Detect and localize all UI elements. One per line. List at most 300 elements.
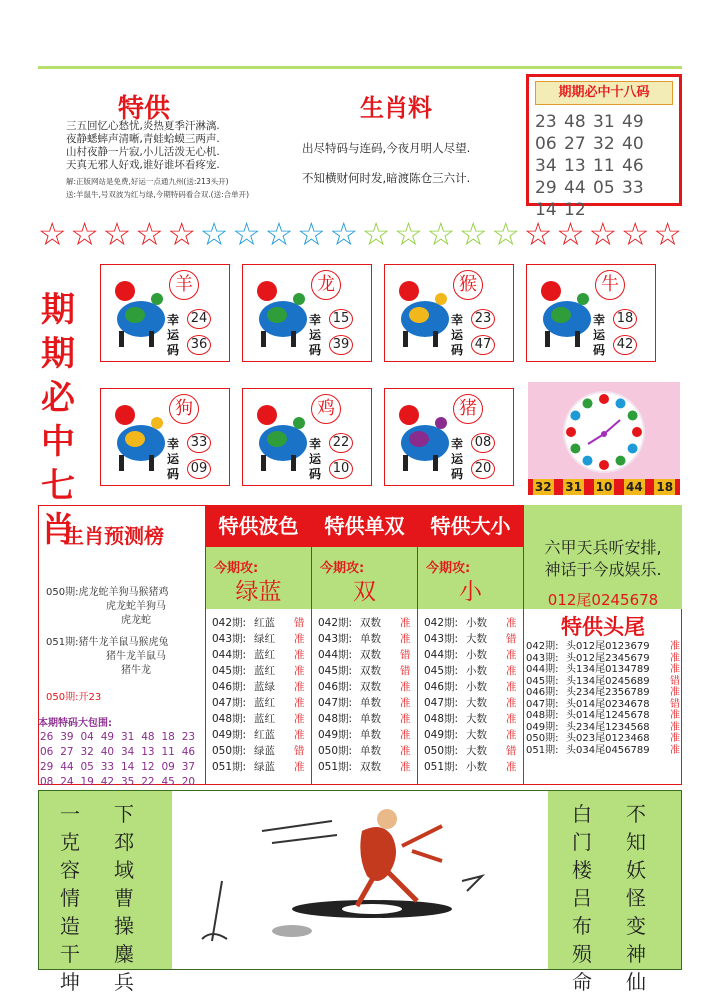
vertical-title-char: 七 <box>41 466 75 506</box>
result-mark: 错 <box>400 665 411 677</box>
pack-number: 32 <box>80 746 94 758</box>
prediction-value: 双数 <box>360 761 381 773</box>
left-poem <box>58 800 136 996</box>
clock-dot <box>599 460 609 470</box>
poem-char: 曹 <box>114 886 134 910</box>
prediction-value: 双数 <box>360 617 381 629</box>
pack-number: 09 <box>161 761 175 773</box>
head-tail-row <box>526 653 682 665</box>
result-mark: 准 <box>506 697 517 709</box>
lucky-label-char: 码 <box>309 343 322 357</box>
head-tail-row <box>526 664 682 676</box>
star-icon: ☆ <box>588 215 618 253</box>
lucky-label-char: 幸 <box>167 313 180 327</box>
poem-line: 夜静蟋蟀声清晰,青蛙蛤蟆三两声. <box>66 133 220 145</box>
history-row <box>424 695 523 711</box>
attack-label: 今期攻: <box>214 561 259 576</box>
history-row <box>212 615 311 631</box>
history-row <box>318 743 417 759</box>
lucky-number: 32 <box>593 134 615 154</box>
lucky-label <box>593 313 609 358</box>
lucky-label-char: 运 <box>451 328 464 342</box>
lucky-number: 42 <box>613 335 637 355</box>
pack-number: 19 <box>80 776 94 788</box>
lucky-label-char: 运 <box>309 328 322 342</box>
history-row <box>318 695 417 711</box>
pack-number: 35 <box>121 776 135 788</box>
star-icon: ☆ <box>232 215 261 253</box>
poem-char: 变 <box>626 914 646 938</box>
head-tail-column <box>523 505 682 785</box>
poem-char: 殒 <box>572 942 592 966</box>
prediction-value: 大数 <box>466 729 487 741</box>
head-tail-row <box>526 733 682 745</box>
zodiac-card <box>384 264 514 362</box>
prediction-value: 小数 <box>466 617 487 629</box>
period-label: 047期: <box>212 697 247 709</box>
lucky-number: 14 <box>535 200 557 220</box>
pack-number: 13 <box>141 746 155 758</box>
illustration-panel <box>172 791 548 969</box>
column-title: 特供单双 <box>312 505 417 547</box>
pack-number: 42 <box>100 776 115 788</box>
pack-number: 31 <box>121 731 135 743</box>
forecast-column <box>311 505 417 785</box>
star-icon: ☆ <box>70 215 99 253</box>
head-tail-row <box>526 676 682 688</box>
poem-note: 送:羊鼠牛,号双波为红与绿,今期特码看合双.(送:合单开) <box>66 190 250 199</box>
poem-line: 三五回忆心愁忧,炎热夏季汗淋漓. <box>66 120 220 132</box>
clock-panel <box>528 382 680 495</box>
eighteen-numbers-grid <box>529 105 679 221</box>
lucky-label <box>167 437 183 482</box>
period-label: 044期: <box>526 664 559 675</box>
period-label: 042期: <box>212 617 247 629</box>
period-label: 051期: <box>46 637 79 648</box>
history-row <box>424 615 523 631</box>
result-mark: 准 <box>670 664 680 675</box>
clock-dot <box>570 444 580 454</box>
history-row <box>318 663 417 679</box>
period-label: 045期: <box>318 665 353 677</box>
lucky-number: 46 <box>622 156 644 176</box>
clock-dot <box>632 427 642 437</box>
clock-number: 18 <box>656 480 674 494</box>
history-row <box>318 727 417 743</box>
history-row <box>424 711 523 727</box>
prediction-value: 蓝红 <box>254 649 275 661</box>
prediction-value: 双数 <box>360 665 381 677</box>
zodiac-list: 虎龙蛇 <box>121 615 151 626</box>
period-label: 044期: <box>318 649 353 661</box>
result-mark: 错 <box>294 745 305 757</box>
poem-char: 坤 <box>60 970 80 994</box>
ranking-result: 050期:开23 <box>46 692 102 703</box>
period-label: 051期: <box>318 761 353 773</box>
lucky-label-char: 运 <box>167 328 180 342</box>
ranking-title: 生肖预测榜 <box>64 524 164 548</box>
verse-line: 神话于今成娱乐. <box>544 560 662 579</box>
poem-column <box>570 800 594 996</box>
prediction-value: 大数 <box>466 713 487 725</box>
period-label: 050期: <box>526 733 559 744</box>
lucky-label <box>167 313 183 358</box>
period-label: 048期: <box>526 710 559 721</box>
period-label: 050期: <box>212 745 247 757</box>
poem-text <box>66 120 296 172</box>
prediction-value: 绿蓝 <box>254 745 275 757</box>
period-label: 046期: <box>526 687 559 698</box>
clock-dot <box>616 456 626 466</box>
vertical-title-char: 期 <box>41 290 75 330</box>
clock-number: 32 <box>534 480 552 494</box>
lucky-number: 36 <box>187 335 211 355</box>
lucky-number: 44 <box>564 178 586 198</box>
period-label: 048期: <box>212 713 247 725</box>
star-icon: ☆ <box>620 215 650 253</box>
history-row <box>424 759 523 775</box>
zodiac-list: 猪牛龙羊鼠马猴虎兔 <box>78 637 169 648</box>
result-mark: 准 <box>294 665 305 677</box>
prediction-value: 小数 <box>466 649 487 661</box>
poem-note: 解:正版网站是免费,好运一点通九州(送:213头开) <box>66 177 229 186</box>
head-tail-value: 头134尾0245689 <box>566 675 650 687</box>
head-tail-row <box>526 699 682 711</box>
ranking-050 <box>46 586 206 628</box>
result-mark: 准 <box>506 681 517 693</box>
history-row <box>424 647 523 663</box>
zodiac-list: 虎龙蛇羊狗马 <box>106 601 166 612</box>
clock-numbers <box>528 479 680 495</box>
history-row <box>318 759 417 775</box>
result-mark: 准 <box>670 687 680 698</box>
period-label: 051期: <box>424 761 459 773</box>
history-rows <box>206 609 311 775</box>
zodiac-papercut-image <box>105 273 173 353</box>
zodiac-papercut-image <box>247 397 315 477</box>
zodiac-card <box>242 388 372 486</box>
zodiac-name: 鸡 <box>311 394 341 424</box>
pack-number: 39 <box>60 731 74 743</box>
result-mark: 准 <box>294 633 305 645</box>
pack-number: 20 <box>181 776 196 788</box>
pack-number: 22 <box>141 776 155 788</box>
clock-dot <box>583 456 593 466</box>
pack-number: 11 <box>161 746 175 758</box>
result-mark: 准 <box>506 713 517 725</box>
head-tail-rows <box>524 641 682 756</box>
right-poem <box>570 800 648 996</box>
shengxiao-line-2: 不知横财何时发,暗渡陈仓三六计. <box>302 171 471 185</box>
prediction-value: 蓝红 <box>254 697 275 709</box>
result-mark: 错 <box>506 745 517 757</box>
lucky-number: 20 <box>471 459 495 479</box>
star-icon: ☆ <box>653 215 682 253</box>
pack-number: 45 <box>161 776 175 788</box>
lucky-label-char: 幸 <box>309 313 322 327</box>
vertical-title-char: 期 <box>41 334 75 374</box>
star-icon: ☆ <box>37 215 67 253</box>
result-mark: 准 <box>670 641 680 652</box>
pack-number: 26 <box>40 731 54 743</box>
poem-char: 神 <box>626 942 646 966</box>
pack-number: 18 <box>161 731 175 743</box>
poem-char: 干 <box>60 942 80 966</box>
clock-icon <box>528 382 680 479</box>
result-mark: 错 <box>670 675 680 687</box>
head-tail-value: 头134尾0134789 <box>566 664 650 675</box>
poem-char: 门 <box>572 830 592 854</box>
result-mark: 准 <box>400 681 411 693</box>
ranking-051 <box>46 636 206 678</box>
poem-char: 容 <box>60 858 80 882</box>
prediction-value: 大数 <box>466 745 487 757</box>
prediction-value: 双数 <box>360 681 381 693</box>
result-mark: 错 <box>506 633 517 645</box>
lucky-label-char: 运 <box>309 452 322 466</box>
star-icon: ☆ <box>329 215 359 253</box>
prediction-value: 绿红 <box>254 633 275 645</box>
head-tail-title: 特供头尾 <box>561 615 645 639</box>
zodiac-papercut-image <box>105 397 173 477</box>
result-mark: 准 <box>670 652 680 664</box>
star-icon: ☆ <box>394 215 423 253</box>
lucky-label-char: 幸 <box>167 437 180 451</box>
lucky-number: 48 <box>564 112 586 132</box>
lucky-label-char: 码 <box>451 467 464 481</box>
star-icon: ☆ <box>491 215 520 253</box>
lucky-label <box>309 437 325 482</box>
zodiac-name: 羊 <box>169 270 199 300</box>
lucky-number: 08 <box>471 433 495 453</box>
head-tail-value: 头012尾2345679 <box>566 652 650 664</box>
star-icon: ☆ <box>167 215 197 253</box>
zodiac-card <box>100 264 230 362</box>
period-label: 051期: <box>212 761 247 773</box>
poem-column <box>624 800 648 996</box>
history-row <box>212 759 311 775</box>
poem-char: 吕 <box>572 886 592 910</box>
pack-number: 34 <box>121 746 135 758</box>
history-row <box>318 679 417 695</box>
pack-number: 23 <box>181 731 196 743</box>
head-tail-row <box>526 745 682 757</box>
vertical-title-char: 必 <box>41 378 75 418</box>
period-label: 051期: <box>526 744 559 756</box>
lucky-number: 09 <box>187 459 211 479</box>
clock-dot <box>583 398 593 408</box>
prediction-value: 小数 <box>466 761 487 773</box>
history-row <box>212 663 311 679</box>
prediction-value: 大数 <box>466 697 487 709</box>
star-icon: ☆ <box>458 215 488 253</box>
poem-line: 山村夜静一片寂,小儿活泼无心机. <box>66 146 220 158</box>
result-mark: 准 <box>294 649 305 661</box>
result-mark: 准 <box>294 681 305 693</box>
lucky-label-char: 幸 <box>593 313 606 327</box>
lucky-label-char: 幸 <box>451 437 464 451</box>
history-row <box>318 711 417 727</box>
clock-dot <box>566 427 576 437</box>
lucky-number: 15 <box>329 309 353 329</box>
period-label: 043期: <box>318 633 353 645</box>
lucky-label-char: 码 <box>451 343 464 357</box>
period-label: 045期: <box>212 665 247 677</box>
head-tail-value: 头234尾1234568 <box>566 721 650 733</box>
lucky-label-char: 运 <box>167 452 180 466</box>
lucky-number: 11 <box>593 156 615 176</box>
period-label: 046期: <box>212 681 247 693</box>
clock-dot <box>599 394 609 404</box>
result-mark: 准 <box>400 761 411 773</box>
period-label: 042期: <box>318 617 353 629</box>
history-row <box>318 615 417 631</box>
period-label: 043期: <box>212 633 247 645</box>
period-label: 043期: <box>526 652 559 664</box>
shengxiao-title: 生肖料 <box>360 94 432 122</box>
forecast-column <box>417 505 523 785</box>
head-tail-value: 头034尾0456789 <box>566 744 650 756</box>
lucky-number: 33 <box>622 178 644 198</box>
warrior-illustration <box>172 791 548 969</box>
pack-number: 33 <box>100 761 115 773</box>
star-icon: ☆ <box>135 215 164 253</box>
poem-line: 天真无邪人好戏,谁好谁坏看疼宠. <box>66 159 220 171</box>
zodiac-papercut-image <box>389 397 457 477</box>
lucky-label <box>451 313 467 358</box>
pack-number: 27 <box>60 746 74 758</box>
result-mark: 准 <box>294 761 305 773</box>
period-label: 047期: <box>318 697 353 709</box>
pack-number: 29 <box>40 761 54 773</box>
lucky-number: 49 <box>622 112 644 132</box>
vertical-title-char: 肖 <box>41 510 75 550</box>
pack-number: 05 <box>80 761 94 773</box>
clock-number: 31 <box>565 480 582 494</box>
attack-value: 绿蓝 <box>235 579 282 605</box>
attack-label: 今期攻: <box>426 561 471 576</box>
poem-char: 命 <box>572 970 592 994</box>
zodiac-card <box>100 388 230 486</box>
poem-char: 域 <box>114 858 134 882</box>
eighteen-numbers-box <box>526 74 682 220</box>
pack-number: 44 <box>60 761 74 773</box>
result-mark: 准 <box>506 617 517 629</box>
verse-line: 六甲天兵听安排, <box>544 538 662 557</box>
poem-char: 操 <box>114 914 134 938</box>
lucky-number: 18 <box>613 309 637 329</box>
zodiac-list: 猪牛龙 <box>121 665 151 676</box>
poem-char: 布 <box>572 914 592 938</box>
result-mark: 准 <box>506 761 517 773</box>
zodiac-list: 虎龙蛇羊狗马猴猪鸡 <box>78 587 169 598</box>
head-tail-row <box>526 710 682 722</box>
prediction-value: 蓝红 <box>254 665 275 677</box>
clock-number: 44 <box>626 480 643 494</box>
history-row <box>212 711 311 727</box>
lucky-number: 31 <box>593 112 615 132</box>
history-row <box>424 679 523 695</box>
prediction-value: 绿蓝 <box>254 761 275 773</box>
poem-column <box>112 800 136 996</box>
star-icon: ☆ <box>523 215 553 253</box>
lucky-number: 22 <box>329 433 353 453</box>
forecast-column <box>205 505 311 785</box>
column-title: 特供大小 <box>418 505 523 547</box>
history-rows <box>312 609 417 775</box>
lucky-label-char: 码 <box>167 467 180 481</box>
history-row <box>212 727 311 743</box>
poem-char: 邳 <box>114 830 134 854</box>
lucky-label <box>309 313 325 358</box>
period-label: 046期: <box>424 681 459 693</box>
result-mark: 准 <box>506 729 517 741</box>
result-mark: 准 <box>400 617 411 629</box>
zodiac-card <box>526 264 656 362</box>
lucky-label-char: 运 <box>451 452 464 466</box>
result-mark: 错 <box>400 649 411 661</box>
lucky-label-char: 码 <box>309 467 322 481</box>
lucky-label-char: 码 <box>167 343 180 357</box>
pack-number: 24 <box>60 776 74 788</box>
pack-number: 06 <box>40 746 54 758</box>
poem-char: 不 <box>626 802 646 826</box>
poem-char: 仙 <box>626 970 646 994</box>
zodiac-name: 龙 <box>311 270 341 300</box>
result-mark: 准 <box>670 744 680 756</box>
column-title: 特供波色 <box>206 505 311 547</box>
poem-char: 下 <box>114 802 134 826</box>
head-tail-row <box>526 722 682 734</box>
pack-number: 37 <box>181 761 196 773</box>
attack-panel <box>312 547 417 609</box>
poem-char: 楼 <box>572 858 592 882</box>
prediction-value: 单数 <box>360 745 381 757</box>
poem-column <box>58 800 82 996</box>
eighteen-numbers-title: 期期必中十八码 <box>535 81 673 105</box>
lucky-number: 23 <box>535 112 557 132</box>
zodiac-card <box>384 388 514 486</box>
result-mark: 准 <box>506 665 517 677</box>
lucky-label-char: 幸 <box>451 313 464 327</box>
period-label: 047期: <box>424 697 459 709</box>
poem-notes <box>66 175 306 201</box>
history-row <box>212 695 311 711</box>
zodiac-name: 猴 <box>453 270 483 300</box>
period-label: 049期: <box>318 729 353 741</box>
prediction-value: 红蓝 <box>254 729 275 741</box>
pack-number: 14 <box>121 761 135 773</box>
period-label: 043期: <box>424 633 459 645</box>
prediction-value: 蓝绿 <box>254 681 275 693</box>
head-tail-value: 头012尾0123679 <box>566 641 650 652</box>
clock-dot <box>570 411 580 421</box>
result-mark: 准 <box>670 733 680 744</box>
head-tail-row <box>526 687 682 699</box>
lucky-number: 47 <box>471 335 495 355</box>
pack-title: 本期特码大包围: <box>38 718 112 729</box>
period-label: 048期: <box>318 713 353 725</box>
prediction-value: 单数 <box>360 633 381 645</box>
prediction-value: 单数 <box>360 729 381 741</box>
prediction-value: 单数 <box>360 697 381 709</box>
poem-char: 情 <box>60 886 80 910</box>
lucky-number: 29 <box>535 178 557 198</box>
attack-panel <box>206 547 311 609</box>
period-label: 048期: <box>424 713 459 725</box>
history-row <box>318 631 417 647</box>
history-row <box>212 679 311 695</box>
